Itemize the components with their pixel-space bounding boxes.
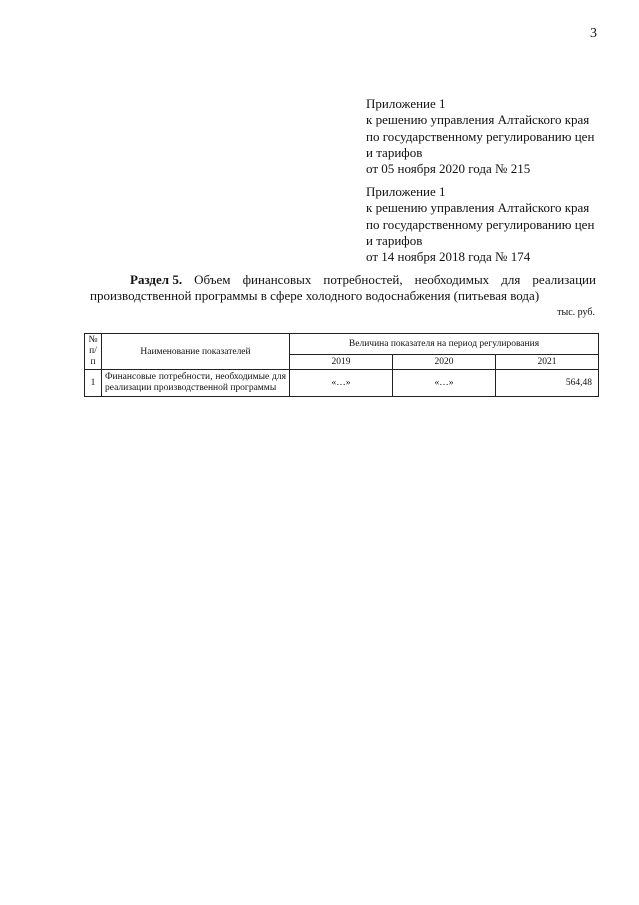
indicator-name-cell: Финансовые потребности, необходимые для реализации производственной программы: [102, 370, 290, 397]
appendix-line: по государственному регулированию цен: [366, 128, 595, 144]
heading-word: необходимых: [414, 272, 490, 287]
appendix-line: по государственному регулированию цен: [366, 216, 595, 232]
section-heading-line-2: производственной программы в сфере холодного водоснабжения (питьевая вода): [90, 288, 540, 303]
section-label: Раздел 5.: [130, 272, 183, 287]
year-header-2019: 2019: [290, 355, 393, 370]
number-column-header: [85, 334, 102, 370]
appendix-line: и тарифов: [366, 144, 423, 160]
appendix-line: и тарифов: [366, 232, 423, 248]
appendix-original-block: [366, 184, 594, 265]
row-number-cell: 1: [85, 370, 102, 397]
appendix-line: к решению управления Алтайского края: [366, 200, 590, 216]
year-header-2021: 2021: [496, 355, 599, 370]
financial-needs-table: [84, 333, 599, 397]
section-heading-line-1: [90, 272, 596, 288]
appendix-line: к решению управления Алтайского края: [366, 112, 590, 128]
appendix-line: Приложение 1: [366, 184, 446, 199]
value-2020-cell: «…»: [393, 370, 496, 397]
heading-word: для: [501, 272, 521, 287]
heading-word: реализации: [532, 272, 596, 287]
appendix-date-line: от 05 ноября 2020 года № 215: [366, 161, 531, 177]
value-2019-cell: «…»: [290, 370, 393, 397]
indicator-name-column-header: Наименование показателей: [102, 334, 290, 370]
appendix-current-block: [366, 96, 594, 177]
table-row: [85, 370, 599, 397]
page-number: 3: [590, 26, 597, 41]
number-sign: №: [88, 335, 98, 345]
appendix-date-line: от 14 ноября 2018 года № 174: [366, 249, 531, 265]
year-header-2020: 2020: [393, 355, 496, 370]
heading-word: финансовых: [242, 272, 312, 287]
table-header-row: [85, 334, 599, 355]
appendix-line: Приложение 1: [366, 96, 446, 111]
units-label: тыс. руб.: [557, 307, 595, 318]
section-heading: [90, 272, 596, 304]
heading-word: потребностей,: [323, 272, 403, 287]
value-2021-cell: 564,48: [496, 370, 599, 397]
period-header: Величина показателя на период регулирования: [290, 334, 599, 355]
number-abbrev: п/п: [89, 346, 97, 367]
heading-word: Объем: [194, 272, 231, 287]
